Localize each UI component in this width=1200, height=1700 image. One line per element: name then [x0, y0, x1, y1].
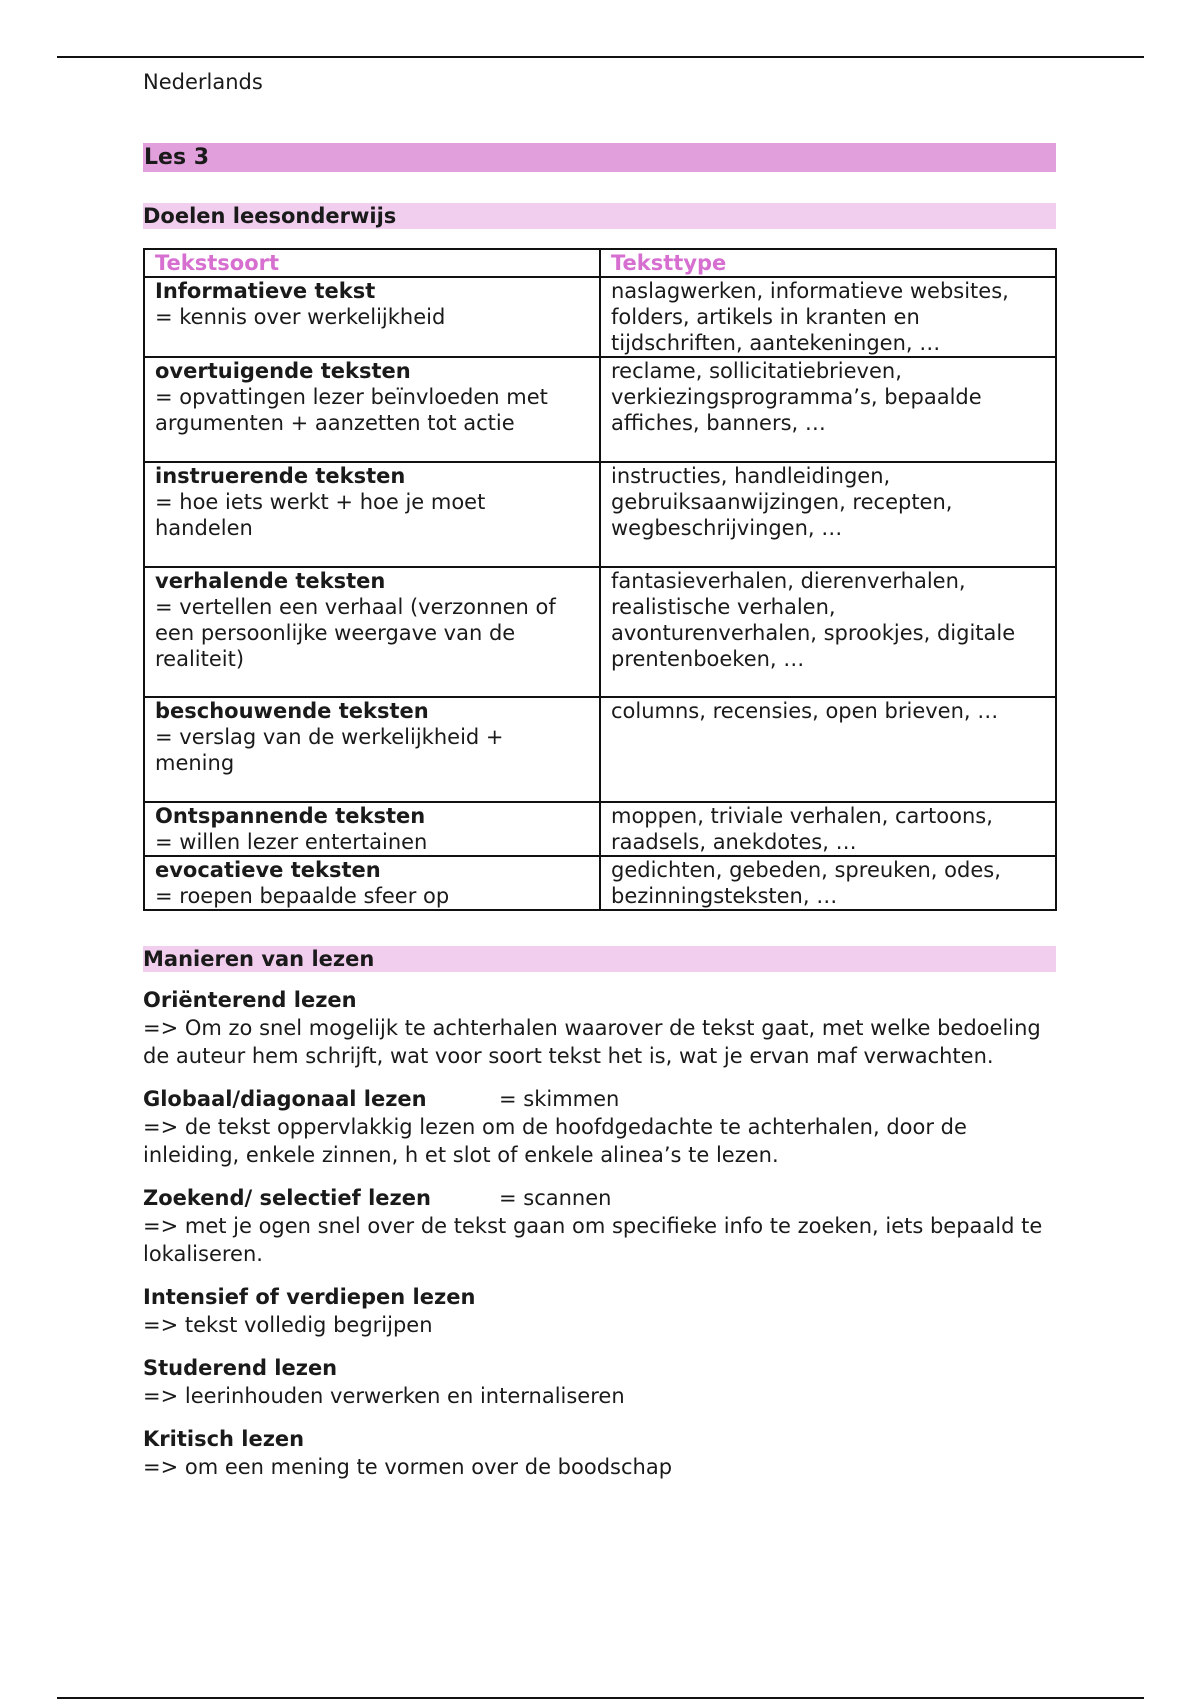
- row-title: Ontspannende teksten: [155, 804, 426, 828]
- method-alias: = skimmen: [499, 1087, 620, 1111]
- tekstsoort-cell: [144, 277, 600, 357]
- table-row: [144, 856, 1056, 910]
- method-title: Kritisch lezen: [143, 1427, 305, 1451]
- reading-method: [143, 1184, 1056, 1268]
- table-row: [144, 357, 1056, 462]
- reading-heading: Manieren van lezen: [143, 946, 1056, 972]
- lesson-title: Les 3: [143, 143, 1056, 172]
- subject-label: Nederlands: [143, 70, 263, 94]
- method-title: Intensief of verdiepen lezen: [143, 1285, 476, 1309]
- method-description: => de tekst oppervlakkig lezen om de hoofdgedachte te achterhalen, door de inleiding, enkele zinnen, h et slot of enkele alinea’s te lezen.: [143, 1115, 967, 1167]
- method-description: => tekst volledig begrijpen: [143, 1313, 433, 1337]
- teksttype-cell: fantasieverhalen, dierenverhalen, realistische verhalen, avonturenverhalen, sprookjes, digitale prentenboeken, …: [600, 567, 1056, 697]
- method-description: => Om zo snel mogelijk te achterhalen waarover de tekst gaat, met welke bedoeling de auteur hem schrijft, wat voor soort tekst het is, wat je ervan maf verwachten.: [143, 1016, 1041, 1068]
- tekstsoort-cell: [144, 697, 600, 802]
- method-title: Zoekend/ selectief lezen: [143, 1186, 431, 1210]
- table-row: [144, 697, 1056, 802]
- teksttype-cell: reclame, sollicitatiebrieven, verkiezingsprogramma’s, bepaalde affiches, banners, …: [600, 357, 1056, 462]
- row-description: = roepen bepaalde sfeer op: [155, 884, 450, 908]
- tekstsoort-cell: [144, 567, 600, 697]
- row-description: = verslag van de werkelijkheid + mening: [155, 725, 504, 775]
- footer-rule: [57, 1697, 1144, 1699]
- method-description: => om een mening te vormen over de boodschap: [143, 1455, 673, 1479]
- method-title: Globaal/diagonaal lezen: [143, 1087, 427, 1111]
- row-title: Informatieve tekst: [155, 279, 376, 303]
- tekstsoort-cell: [144, 357, 600, 462]
- row-title: evocatieve teksten: [155, 858, 381, 882]
- method-description: => met je ogen snel over de tekst gaan om specifieke info te zoeken, iets bepaald te lokaliseren.: [143, 1214, 1043, 1266]
- method-title: Oriënterend lezen: [143, 988, 357, 1012]
- method-description: => leerinhouden verwerken en internaliseren: [143, 1384, 625, 1408]
- tekstsoort-cell: [144, 856, 600, 910]
- reading-method: [143, 1283, 1056, 1339]
- teksttype-cell: naslagwerken, informatieve websites, folders, artikels in kranten en tijdschriften, aantekeningen, …: [600, 277, 1056, 357]
- tekstsoort-cell: [144, 802, 600, 856]
- text-types-table: [143, 248, 1057, 911]
- row-title: overtuigende teksten: [155, 359, 411, 383]
- table-row: [144, 277, 1056, 357]
- column-header-teksttype: Teksttype: [600, 249, 1056, 277]
- row-description: = willen lezer entertainen: [155, 830, 428, 854]
- teksttype-cell: columns, recensies, open brieven, …: [600, 697, 1056, 802]
- header-rule: [57, 56, 1144, 58]
- method-alias: = scannen: [499, 1186, 612, 1210]
- reading-method: [143, 1085, 1056, 1169]
- row-title: verhalende teksten: [155, 569, 386, 593]
- row-description: = opvattingen lezer beïnvloeden met argumenten + aanzetten tot actie: [155, 385, 548, 435]
- reading-method: [143, 1425, 1056, 1481]
- row-description: = hoe iets werkt + hoe je moet handelen: [155, 490, 486, 540]
- teksttype-cell: instructies, handleidingen, gebruiksaanwijzingen, recepten, wegbeschrijvingen, …: [600, 462, 1056, 567]
- table-row: [144, 462, 1056, 567]
- tekstsoort-cell: [144, 462, 600, 567]
- table-row: [144, 567, 1056, 697]
- teksttype-cell: gedichten, gebeden, spreuken, odes, bezinningsteksten, …: [600, 856, 1056, 910]
- table-row: [144, 802, 1056, 856]
- reading-methods: [143, 986, 1056, 1496]
- row-description: = kennis over werkelijkheid: [155, 305, 446, 329]
- table-header-row: [144, 249, 1056, 277]
- reading-method: [143, 1354, 1056, 1410]
- column-header-tekstsoort: Tekstsoort: [144, 249, 600, 277]
- row-description: = vertellen een verhaal (verzonnen of een persoonlijke weergave van de realiteit): [155, 595, 556, 671]
- method-title: Studerend lezen: [143, 1356, 338, 1380]
- teksttype-cell: moppen, triviale verhalen, cartoons, raadsels, anekdotes, …: [600, 802, 1056, 856]
- goals-heading: Doelen leesonderwijs: [143, 203, 1056, 229]
- reading-method: [143, 986, 1056, 1070]
- row-title: beschouwende teksten: [155, 699, 429, 723]
- row-title: instruerende teksten: [155, 464, 406, 488]
